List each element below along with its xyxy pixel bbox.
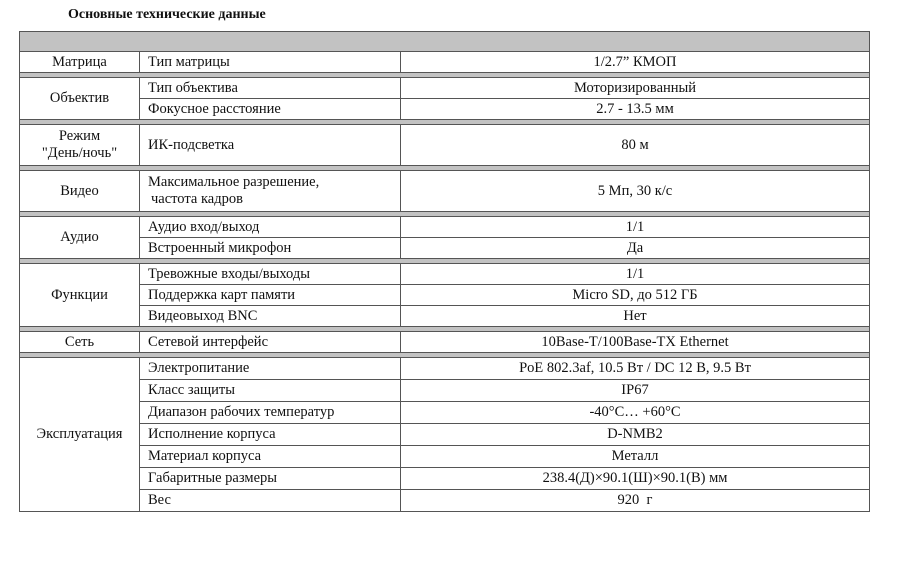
value-cell: 1/2.7” КМОП bbox=[401, 52, 870, 73]
value-cell: Моторизированный bbox=[401, 78, 870, 99]
category-cell: Объектив bbox=[20, 78, 140, 120]
table-row bbox=[20, 171, 870, 212]
category-cell: Матрица bbox=[20, 52, 140, 73]
param-cell: Тип объектива bbox=[140, 78, 401, 99]
param-cell: Класс защиты bbox=[140, 380, 401, 402]
category-cell: Сеть bbox=[20, 332, 140, 353]
value-cell: 2.7 - 13.5 мм bbox=[401, 99, 870, 120]
param-cell: Встроенный микрофон bbox=[140, 238, 401, 259]
table-row bbox=[20, 358, 870, 380]
value-cell: 238.4(Д)×90.1(Ш)×90.1(В) мм bbox=[401, 468, 870, 490]
category-cell: Функции bbox=[20, 264, 140, 327]
table-row bbox=[20, 490, 870, 512]
param-cell: Габаритные размеры bbox=[140, 468, 401, 490]
param-cell: Фокусное расстояние bbox=[140, 99, 401, 120]
value-cell: 80 м bbox=[401, 125, 870, 166]
category-cell: Видео bbox=[20, 171, 140, 212]
param-cell: Исполнение корпуса bbox=[140, 424, 401, 446]
table-row bbox=[20, 285, 870, 306]
value-cell: Micro SD, до 512 ГБ bbox=[401, 285, 870, 306]
page-title: Основные технические данные bbox=[68, 7, 266, 22]
param-cell: Вес bbox=[140, 490, 401, 512]
param-cell: Сетевой интерфейс bbox=[140, 332, 401, 353]
param-cell: Электропитание bbox=[140, 358, 401, 380]
table-row bbox=[20, 306, 870, 327]
spec-table bbox=[19, 31, 870, 512]
value-cell: Нет bbox=[401, 306, 870, 327]
table-row bbox=[20, 446, 870, 468]
value-cell: PoE 802.3af, 10.5 Вт / DC 12 В, 9.5 Вт bbox=[401, 358, 870, 380]
param-cell: ИК-подсветка bbox=[140, 125, 401, 166]
value-cell: IP67 bbox=[401, 380, 870, 402]
table-row bbox=[20, 468, 870, 490]
param-line: частота кадров bbox=[151, 191, 243, 207]
param-cell: Тип матрицы bbox=[140, 52, 401, 73]
table-row bbox=[20, 52, 870, 73]
value-cell: D-NMB2 bbox=[401, 424, 870, 446]
table-row bbox=[20, 78, 870, 99]
table-row bbox=[20, 217, 870, 238]
param-cell: Диапазон рабочих температур bbox=[140, 402, 401, 424]
category-line: "День/ночь" bbox=[41, 145, 118, 161]
param-cell bbox=[140, 171, 401, 212]
value-cell: Металл bbox=[401, 446, 870, 468]
value-cell: -40°C… +60°C bbox=[401, 402, 870, 424]
param-cell: Видеовыход BNC bbox=[140, 306, 401, 327]
value-cell: 10Base-T/100Base-TX Ethernet bbox=[401, 332, 870, 353]
category-cell: Эксплуатация bbox=[20, 358, 140, 512]
category-line: Режим bbox=[58, 128, 101, 145]
table-row bbox=[20, 380, 870, 402]
param-cell: Материал корпуса bbox=[140, 446, 401, 468]
category-cell: Аудио bbox=[20, 217, 140, 259]
table-row bbox=[20, 424, 870, 446]
value-cell: 920 г bbox=[401, 490, 870, 512]
table-row bbox=[20, 332, 870, 353]
param-cell: Тревожные входы/выходы bbox=[140, 264, 401, 285]
value-cell: Да bbox=[401, 238, 870, 259]
value-cell: 5 Мп, 30 к/с bbox=[401, 171, 870, 212]
param-line: Максимальное разрешение, bbox=[148, 174, 320, 191]
table-row bbox=[20, 99, 870, 120]
table-header-band bbox=[20, 32, 870, 52]
param-cell: Аудио вход/выход bbox=[140, 217, 401, 238]
table-row bbox=[20, 238, 870, 259]
value-cell: 1/1 bbox=[401, 217, 870, 238]
category-cell bbox=[20, 125, 140, 166]
table-row bbox=[20, 264, 870, 285]
table-row bbox=[20, 402, 870, 424]
param-cell: Поддержка карт памяти bbox=[140, 285, 401, 306]
table-row bbox=[20, 125, 870, 166]
value-cell: 1/1 bbox=[401, 264, 870, 285]
